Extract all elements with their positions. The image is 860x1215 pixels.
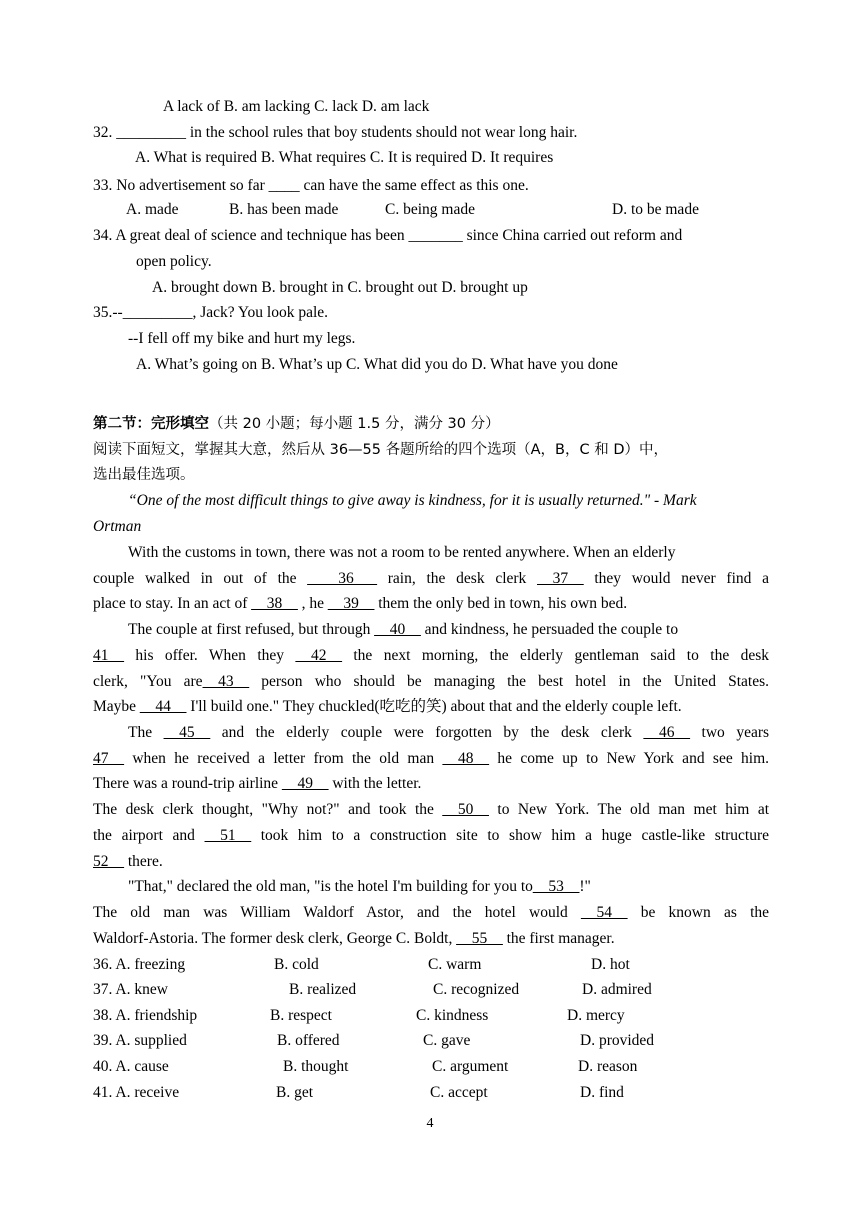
passage-line: With the customs in town, there was not a room to be rented anywhere. When an elderly	[128, 544, 676, 561]
question-34-options: A. brought down B. brought in C. brought out D. brought up	[152, 279, 528, 296]
answer-option: B. thought	[283, 1058, 349, 1075]
answer-option: B. realized	[289, 981, 357, 998]
blank-36: ____36___	[307, 570, 378, 587]
passage-quote: “One of the most difficult things to give away is kindness, for it is usually returned." - Mark	[128, 492, 697, 509]
blank-43: __43__	[202, 673, 250, 690]
blank-49: __49__	[281, 775, 329, 792]
answer-option: D. admired	[582, 981, 652, 998]
answer-option: 37. A. knew	[93, 981, 168, 998]
question-33-option-a: A. made	[126, 201, 179, 218]
answer-option: D. provided	[580, 1032, 655, 1049]
passage-line: There was a round-trip airline __49__ with the letter.	[93, 775, 422, 792]
page-number: 4	[426, 1116, 434, 1131]
passage-line: place to stay. In an act of __38__ , he __39__ them the only bed in town, his own bed.	[93, 595, 628, 612]
question-35-options: A. What’s going on B. What’s up C. What did you do D. What have you done	[136, 356, 618, 373]
answer-option: D. hot	[591, 956, 630, 973]
blank-51: __51__	[204, 827, 252, 844]
question-31-options: A lack of B. am lacking C. lack D. am lack	[163, 98, 430, 115]
question-35-stem: 35.--_________, Jack? You look pale.	[93, 304, 329, 321]
blank-40: __40__	[374, 621, 421, 638]
answer-option: 38. A. friendship	[93, 1007, 198, 1024]
answer-option: C. warm	[428, 956, 482, 973]
passage-line: The old man was William Waldorf Astor, and the hotel would __54__ be known as the	[93, 904, 770, 921]
passage-quote-author: Ortman	[93, 518, 142, 535]
section-instructions-cont: 选出最佳选项。	[93, 467, 195, 483]
blank-52: 52__	[93, 853, 124, 870]
passage-line: The __45__ and the elderly couple were forgotten by the desk clerk __46__ two years	[128, 724, 770, 741]
question-34-stem: 34. A great deal of science and technique has been _______ since China carried out reform and	[93, 227, 683, 244]
answer-option: B. respect	[270, 1007, 332, 1024]
blank-37: __37__	[537, 570, 584, 587]
section-instructions: 阅读下面短文，掌握其大意，然后从 36—55 各题所给的四个选项（A，B，C 和 D）中，	[93, 442, 668, 458]
answer-option: C. gave	[423, 1032, 471, 1049]
answer-option: C. argument	[432, 1058, 509, 1075]
answer-option: B. cold	[274, 956, 319, 973]
answer-option: D. reason	[578, 1058, 638, 1075]
blank-47: 47__	[93, 750, 124, 767]
section-meta: （共 20 小题；每小题 1.5 分，满分 30 分）	[209, 416, 500, 432]
answer-option: D. mercy	[567, 1007, 625, 1024]
question-33-option-d: D. to be made	[612, 201, 699, 218]
blank-38: __38__	[251, 595, 298, 612]
blank-53: __53__	[532, 878, 580, 895]
section-heading	[93, 414, 500, 434]
blank-41: 41__	[93, 647, 124, 664]
blank-42: __42__	[295, 647, 342, 664]
passage-line: Waldorf-Astoria. The former desk clerk, George C. Boldt, __55__ the first manager.	[93, 930, 615, 947]
answer-option: B. get	[276, 1084, 314, 1101]
passage-line: 52__ there.	[93, 853, 163, 870]
answer-option: 36. A. freezing	[93, 956, 186, 973]
answer-option: B. offered	[277, 1032, 340, 1049]
question-33-stem: 33. No advertisement so far ____ can have the same effect as this one.	[93, 177, 529, 194]
answer-option: D. find	[580, 1084, 624, 1101]
answer-option: 39. A. supplied	[93, 1032, 187, 1049]
section-title: 第二节：完形填空	[93, 416, 209, 432]
passage-line: 47__ when he received a letter from the old man __48__ he come up to New York and see him.	[93, 750, 770, 767]
passage-line: The couple at first refused, but through __40__ and kindness, he persuaded the couple to	[128, 621, 679, 638]
question-33-option-c: C. being made	[385, 201, 475, 218]
passage-line: 41__ his offer. When they __42__ the next morning, the elderly gentleman said to the desk	[93, 647, 770, 664]
question-32-stem: 32. _________ in the school rules that boy students should not wear long hair.	[93, 124, 578, 141]
blank-55: __55__	[456, 930, 503, 947]
question-34-stem-cont: open policy.	[136, 253, 212, 270]
answer-option: C. kindness	[416, 1007, 489, 1024]
passage-line: couple walked in out of the ____36___ rain, the desk clerk __37__ they would never find a	[93, 570, 769, 587]
answer-option: 41. A. receive	[93, 1084, 180, 1101]
question-33-option-b: B. has been made	[229, 201, 339, 218]
blank-46: __46__	[643, 724, 690, 741]
passage-line: "That," declared the old man, "is the hotel I'm building for you to__53__!"	[128, 878, 591, 895]
question-35-reply: --I fell off my bike and hurt my legs.	[128, 330, 356, 347]
answer-option: C. accept	[430, 1084, 488, 1101]
blank-54: __54__	[580, 904, 628, 921]
question-32-options: A. What is required B. What requires C. It is required D. It requires	[135, 149, 554, 166]
passage-line: the airport and __51__ took him to a construction site to show him a huge castle-like structure	[93, 827, 770, 844]
passage-line: Maybe __44__ I'll build one." They chuckled(吃吃的笑) about that and the elderly couple left.	[93, 698, 682, 715]
passage-line: clerk, "You are__43__ person who should be managing the best hotel in the United States.	[93, 673, 769, 690]
blank-44: __44__	[139, 698, 187, 715]
answer-option: 40. A. cause	[93, 1058, 169, 1075]
blank-45: __45__	[163, 724, 211, 741]
blank-50: __50__	[442, 801, 489, 818]
blank-48: __48__	[442, 750, 489, 767]
blank-39: __39__	[327, 595, 375, 612]
answer-option: C. recognized	[433, 981, 520, 998]
passage-line: The desk clerk thought, "Why not?" and took the __50__ to New York. The old man met him at	[93, 801, 770, 818]
